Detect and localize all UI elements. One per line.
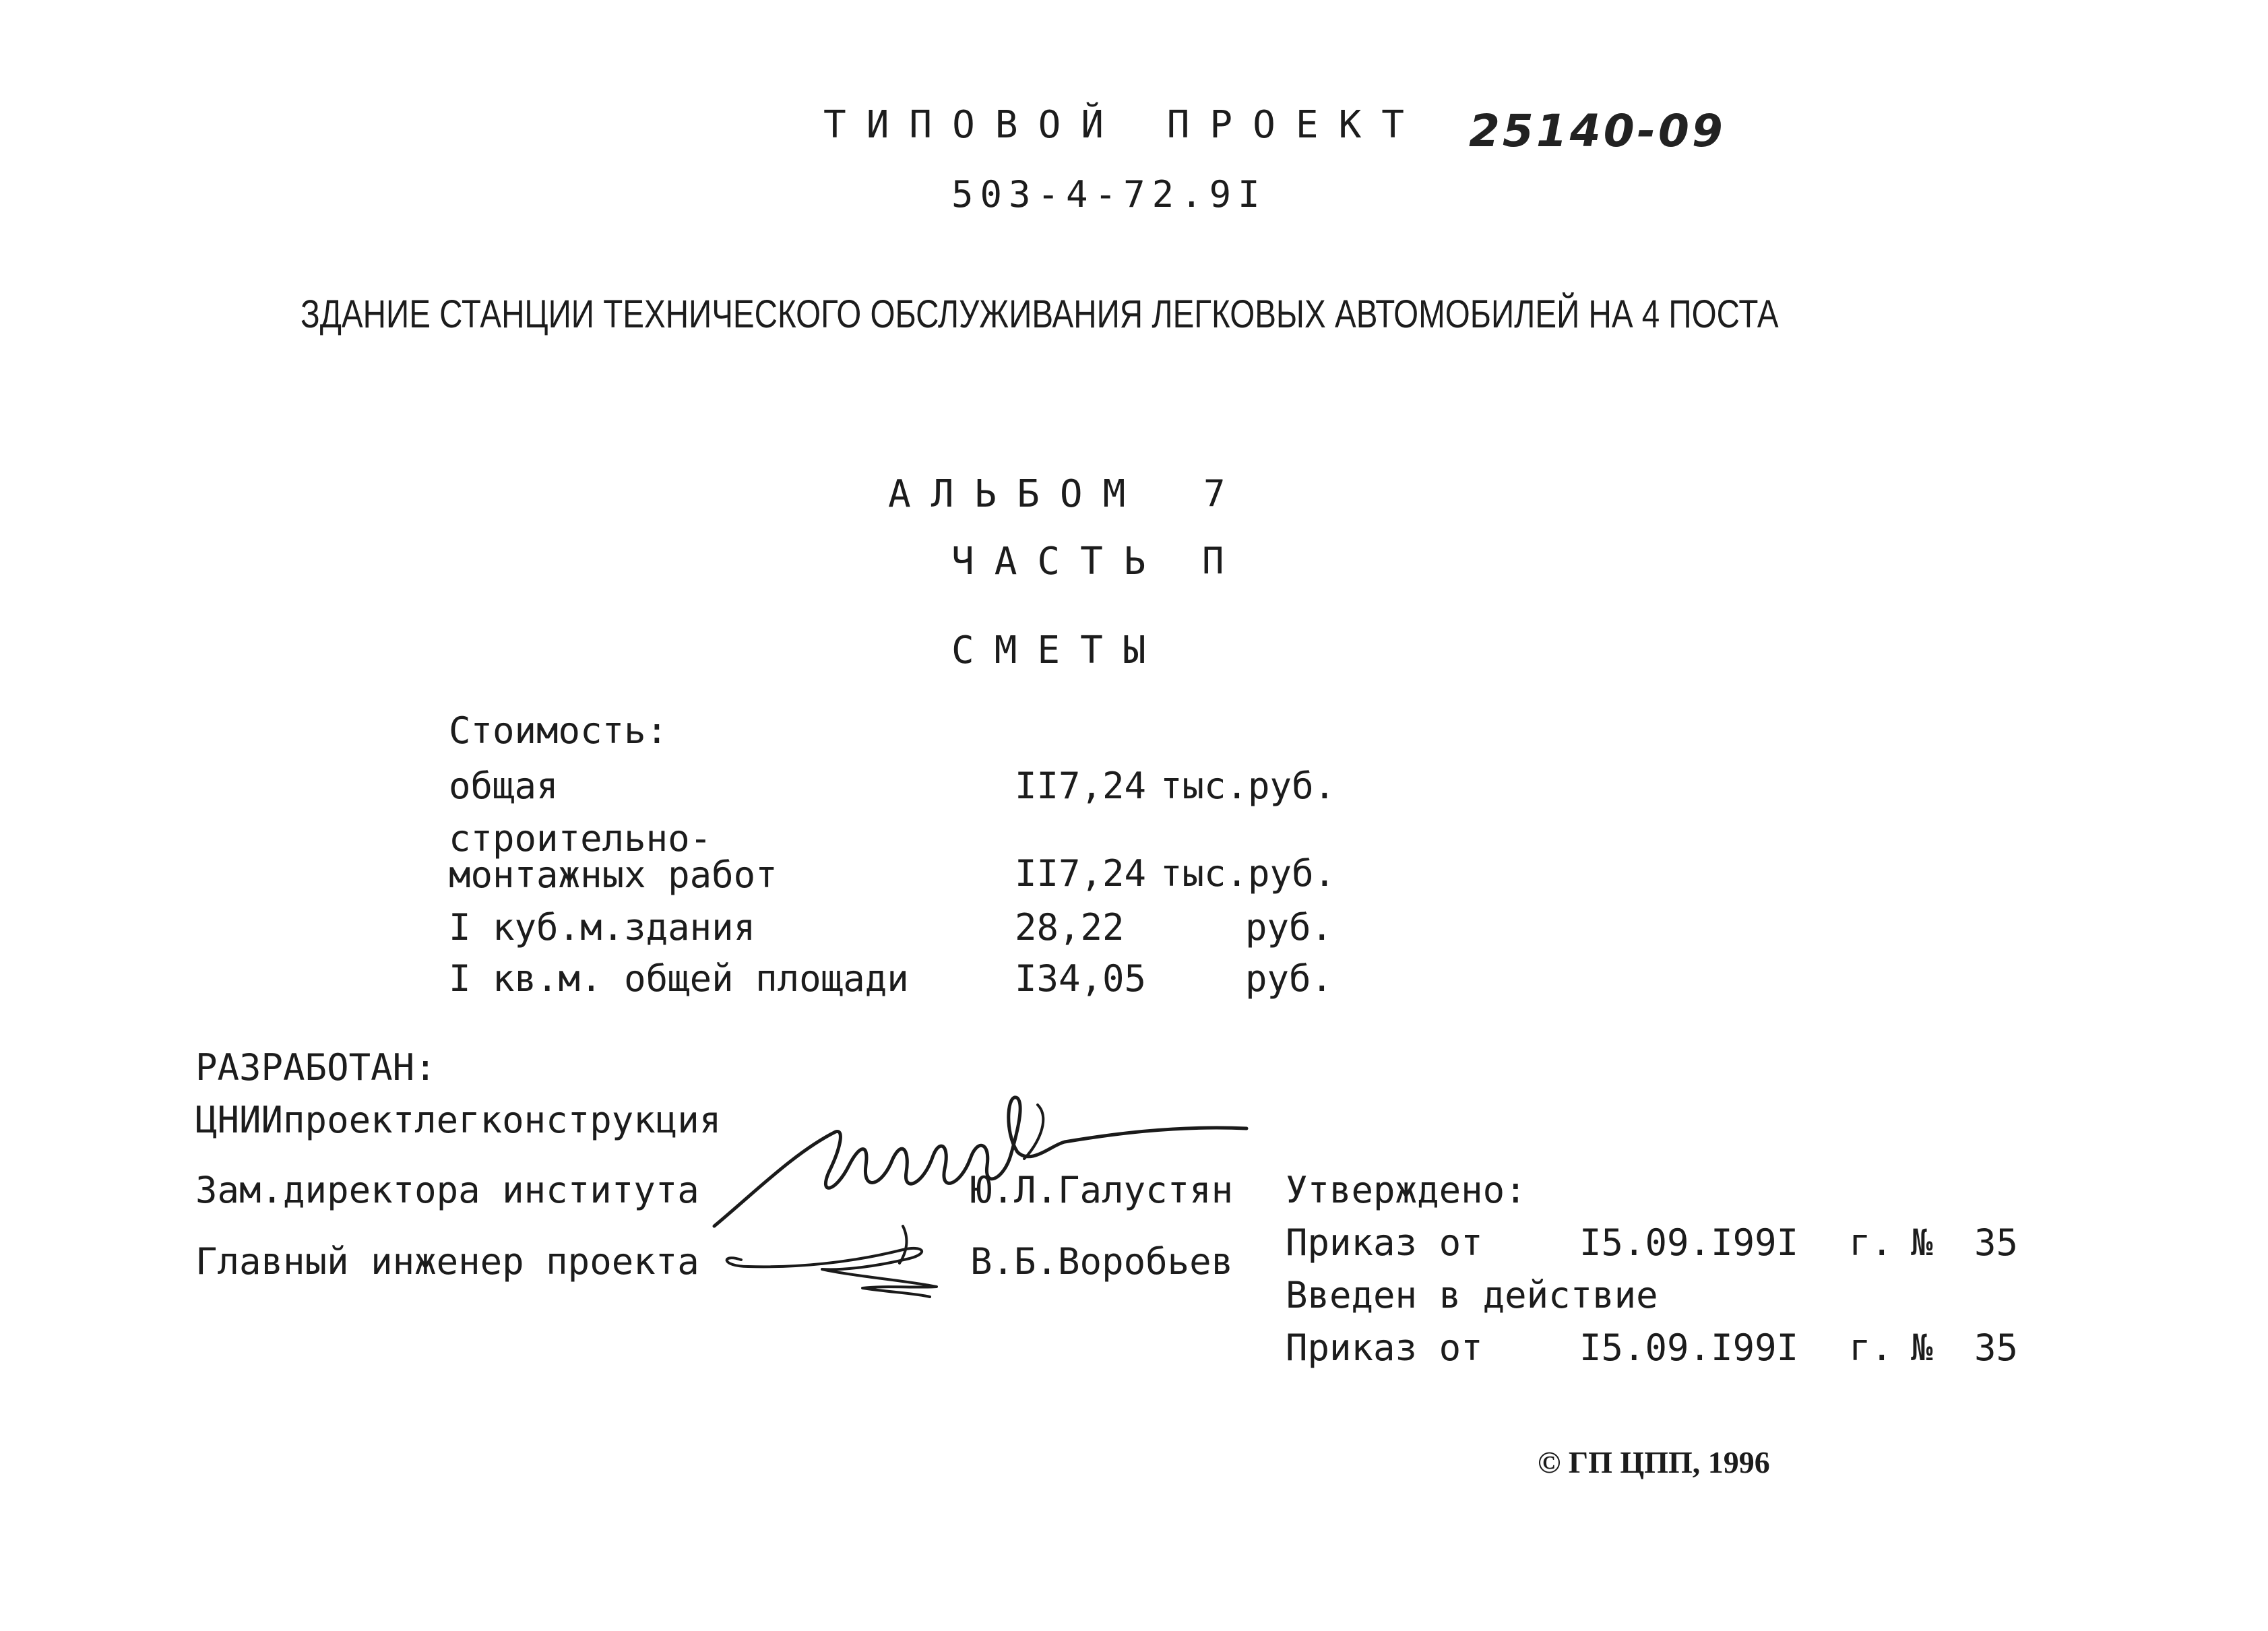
cost-unit: руб. bbox=[1245, 906, 1333, 949]
cost-value: II7,24 bbox=[1015, 852, 1147, 895]
handwritten-project-number: 25140-09 bbox=[1469, 105, 1726, 157]
approved-label: Утверждено: bbox=[1286, 1169, 1527, 1211]
order1-number-sign: № bbox=[1911, 1221, 1933, 1264]
cost-label: I куб.м.здания bbox=[449, 906, 756, 949]
order1-number: 35 bbox=[1974, 1221, 2019, 1264]
chief-name: В.Б.Воробьев bbox=[970, 1240, 1234, 1283]
cost-heading: Стоимость: bbox=[449, 709, 668, 752]
cost-unit: руб. bbox=[1245, 957, 1333, 1000]
deputy-role: Зам.директора института bbox=[195, 1169, 699, 1211]
cost-label: I кв.м. общей площади bbox=[449, 957, 909, 1000]
cost-unit: тыс.руб. bbox=[1160, 765, 1336, 807]
chief-signature bbox=[701, 1213, 957, 1307]
part-label: ЧАСТЬ bbox=[951, 540, 1166, 583]
order1-date: I5.09.I99I bbox=[1579, 1221, 1799, 1264]
order1-year-suffix: г. bbox=[1849, 1221, 1893, 1264]
order2-label: Приказ от bbox=[1286, 1326, 1483, 1369]
section-title: СМЕТЫ bbox=[951, 629, 1166, 672]
developer-organization: ЦНИИпроектлегконструкция bbox=[195, 1099, 722, 1141]
cost-label: строительно- монтажных работ bbox=[449, 817, 778, 896]
order2-number: 35 bbox=[1974, 1326, 2019, 1369]
cost-value: I34,05 bbox=[1015, 957, 1147, 1000]
order1-label: Приказ от bbox=[1286, 1221, 1483, 1264]
developer-heading: РАЗРАБОТАН: bbox=[195, 1046, 437, 1089]
order2-number-sign: № bbox=[1911, 1326, 1933, 1369]
album-number: 7 bbox=[1203, 472, 1226, 515]
album-label: АЛЬБОМ bbox=[888, 472, 1146, 516]
order2-date: I5.09.I99I bbox=[1579, 1326, 1799, 1369]
cost-value: 28,22 bbox=[1015, 906, 1125, 949]
project-code: 503-4-72.9I bbox=[951, 173, 1267, 216]
part-number: П bbox=[1202, 540, 1224, 582]
project-subject: ЗДАНИЕ СТАНЦИИ ТЕХНИЧЕСКОГО ОБСЛУЖИВАНИЯ ЛЕГКОВЫХ АВТОМОБИЛЕЙ НА 4 ПОСТА bbox=[301, 292, 1779, 336]
project-title: ТИПОВОЙ ПРОЕКТ bbox=[823, 103, 1425, 147]
cost-label: общая bbox=[449, 765, 559, 807]
order2-year-suffix: г. bbox=[1849, 1326, 1893, 1369]
copyright-notice: © ГП ЦПП, 1996 bbox=[1538, 1445, 1770, 1479]
cost-unit: тыс.руб. bbox=[1160, 852, 1336, 895]
cost-value: II7,24 bbox=[1015, 765, 1147, 807]
enacted-label: Введен в действие bbox=[1286, 1274, 1658, 1316]
deputy-name: Ю.Л.Галустян bbox=[970, 1169, 1234, 1211]
chief-role: Главный инженер проекта bbox=[195, 1240, 699, 1283]
